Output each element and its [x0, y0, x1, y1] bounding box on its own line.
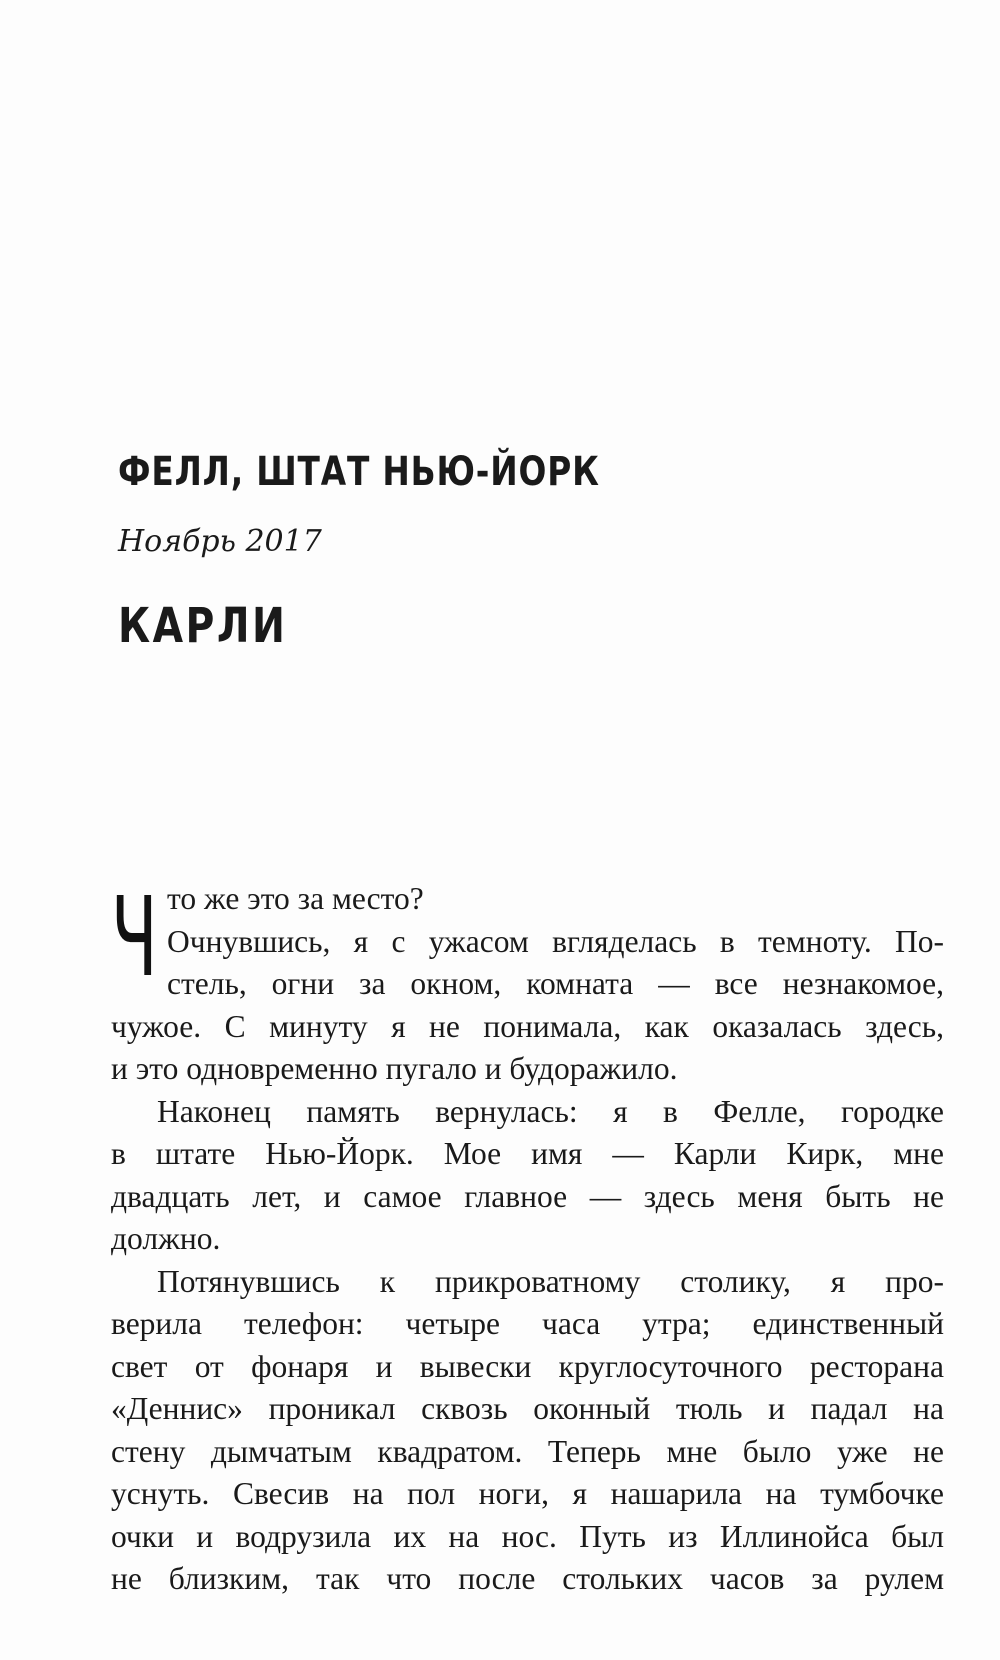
text-line: то же это за место?	[167, 881, 424, 916]
text-line: Потянувшись к прикроватному столику, я про-	[157, 1263, 944, 1299]
text-line: «Деннис» проникал сквозь оконный тюль и падал на	[111, 1391, 944, 1426]
drop-cap: Ч	[111, 873, 158, 1001]
text-line: стену дымчатым квадратом. Теперь мне было уже не	[111, 1433, 944, 1469]
text-line: не близким, так что после стольких часов за рулем	[111, 1561, 944, 1596]
text-line: верила телефон: четыре часа утра; единственный	[111, 1306, 944, 1341]
text-line: уснуть. Свесив на пол ноги, я нашарила на тумбочке	[111, 1476, 944, 1511]
paragraph-3	[111, 1261, 944, 1601]
date-subheading: Ноябрь 2017	[118, 524, 322, 559]
body-text	[111, 873, 944, 1601]
paragraph-1	[111, 873, 944, 1091]
paragraph-2	[111, 1091, 944, 1261]
text-line: очки и водрузила их на нос. Путь из Иллинойса был	[111, 1518, 944, 1554]
text-line: и это одновременно пугало и будоражило.	[111, 1051, 678, 1086]
text-line: Очнувшись, я с ужасом вгляделась в темноту. По-	[167, 923, 944, 959]
text-line: двадцать лет, и самое главное — здесь меня быть не	[111, 1178, 944, 1214]
text-line: стель, огни за окном, комната — все незнакомое,	[167, 966, 944, 1001]
text-line: Наконец память вернулась: я в Фелле, городке	[157, 1093, 944, 1129]
text-line: чужое. С минуту я не понимала, как оказалась здесь,	[111, 1008, 944, 1044]
chapter-heading-block	[118, 448, 918, 654]
place-heading: ФЕЛЛ, ШТАТ НЬЮ-ЙОРК	[118, 449, 600, 495]
text-line: в штате Нью-Йорк. Мое имя — Карли Кирк, мне	[111, 1136, 944, 1171]
text-line: должно.	[111, 1221, 221, 1256]
chapter-title: КАРЛИ	[118, 598, 288, 654]
text-line: свет от фонаря и вывески круглосуточного ресторана	[111, 1348, 944, 1384]
